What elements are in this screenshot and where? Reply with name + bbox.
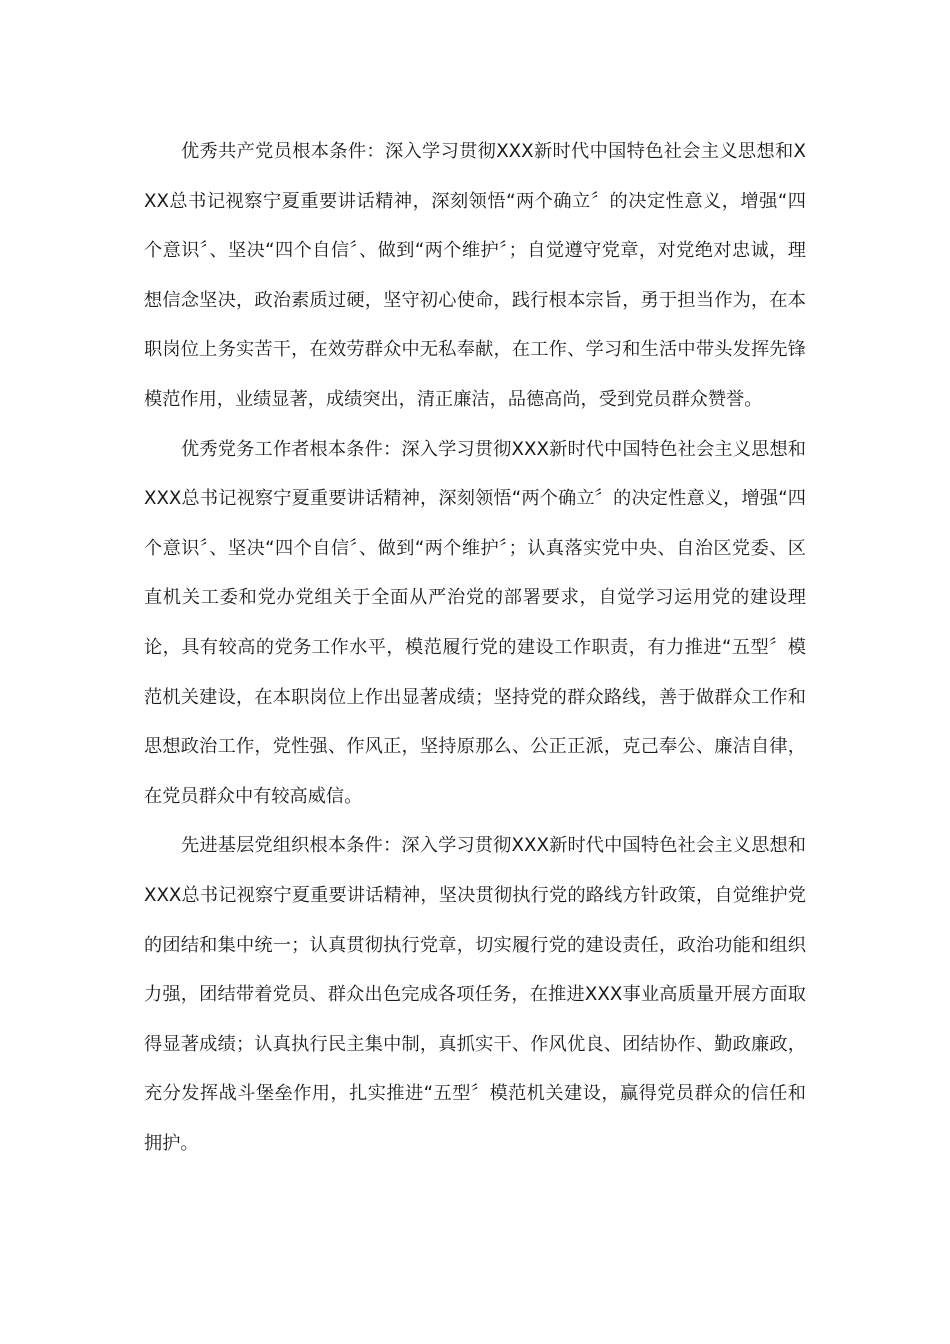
paragraph-excellent-party-worker: 优秀党务工作者根本条件：深入学习贯彻XXX新时代中国特色社会主义思想和XXX总书记视察宁夏重要讲话精神，深刻领悟“两个确立〞的决定性意义，增强“四个意识〞、坚决“四个自信〞、做到“两个维护〞；认真落实党中央、自治区党委、区直机关工委和党办党组关于全面从严治党的部署要求，自觉学习运用党的建设理论，具有较高的党务工作水平，模范履行党的建设工作职责，有力推进“五型〞模范机关建设，在本职岗位上作出显著成绩；坚持党的群众路线，善于做群众工作和思想政治工作，党性强、作风正，坚持原那么、公正正派，克己奉公、廉洁自律，在党员群众中有较高威信。 <box>144 438 806 807</box>
paragraph-excellent-party-member: 优秀共产党员根本条件：深入学习贯彻XXX新时代中国特色社会主义思想和XXX总书记视察宁夏重要讲话精神，深刻领悟“两个确立〞的决定性意义，增强“四个意识〞、坚决“四个自信〞、做到“两个维护〞；自觉遵守党章，对党绝对忠诚，理想信念坚决，政治素质过硬，坚守初心使命，践行根本宗旨，勇于担当作为，在本职岗位上务实苦干，在效劳群众中无私奉献，在工作、学习和生活中带头发挥先锋模范作用，业绩显著，成绩突出，清正廉洁，品德高尚，受到党员群众赞誉。 <box>144 141 806 410</box>
document-body <box>144 127 806 1168</box>
paragraph-advanced-grassroots-organization: 先进基层党组织根本条件：深入学习贯彻XXX新时代中国特色社会主义思想和XXX总书记视察宁夏重要讲话精神，坚决贯彻执行党的路线方针政策，自觉维护党的团结和集中统一；认真贯彻执行党章，切实履行党的建设责任，政治功能和组织力强，团结带着党员、群众出色完成各项任务，在推进XXX事业高质量开展方面取得显著成绩；认真执行民主集中制，真抓实干、作风优良、团结协作、勤政廉政，充分发挥战斗堡垒作用，扎实推进“五型〞模范机关建设，赢得党员群众的信任和拥护。 <box>144 835 806 1154</box>
